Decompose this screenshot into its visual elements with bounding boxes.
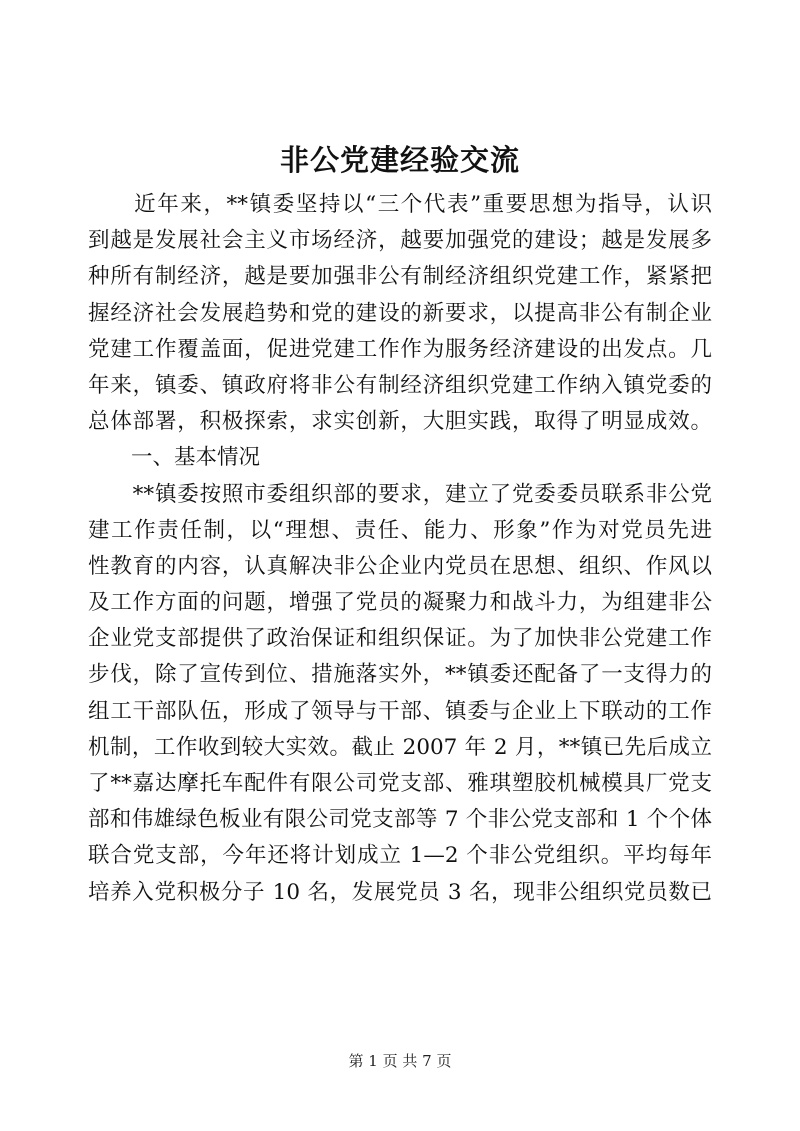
body-line: 了**嘉达摩托车配件有限公司党支部、雅琪塑胶机械模具厂党支 [88, 771, 712, 796]
body-line: 党建工作覆盖面，促进党建工作作为服务经济建设的出发点。几 [88, 336, 712, 362]
body-line: 步伐，除了宣传到位、措施落实外，**镇委还配备了一支得力的 [88, 662, 712, 688]
page-number-footer: 第 1 页 共 7 页 [348, 1052, 452, 1070]
body-line: 总体部署，积极探索，求实创新，大胆实践，取得了明显成效。 [88, 409, 712, 435]
body-line: 企业党支部提供了政治保证和组织保证。为了加快非公党建工作 [88, 626, 712, 652]
body-line: 年来，镇委、镇政府将非公有制经济组织党建工作纳入镇党委的 [88, 372, 712, 398]
body-line: 培养入党积极分子 10 名，发展党员 3 名，现非公组织党员数已 [88, 879, 712, 905]
body-line: 近年来，**镇委坚持以“三个代表”重要思想为指导，认识 [88, 192, 712, 217]
body-line: 部和伟雄绿色板业有限公司党支部等 7 个非公党支部和 1 个个体 [88, 807, 712, 833]
body-line: 建工作责任制，以“理想、责任、能力、形象”作为对党员先进 [88, 517, 712, 543]
body-line: 性教育的内容，认真解决非公企业内党员在思想、组织、作风以 [88, 553, 712, 579]
body-line: 组工干部队伍，形成了领导与干部、镇委与企业上下联动的工作 [88, 698, 712, 724]
body-line: 到越是发展社会主义市场经济，越要加强党的建设；越是发展多 [88, 228, 712, 254]
document-body [88, 187, 712, 911]
body-line: 及工作方面的问题，增强了党员的凝聚力和战斗力，为组建非公 [88, 590, 712, 616]
body-line: **镇委按照市委组织部的要求，建立了党委委员联系非公党 [88, 481, 712, 507]
body-line: 机制，工作收到较大实效。截止 2007 年 2 月，**镇已先后成立 [88, 734, 712, 760]
body-line: 握经济社会发展趋势和党的建设的新要求，以提高非公有制企业 [88, 300, 712, 326]
section-heading: 一、基本情况 [88, 445, 261, 471]
body-line: 种所有制经济，越是要加强非公有制经济组织党建工作，紧紧把 [88, 264, 712, 290]
body-line: 联合党支部，今年还将计划成立 1—2 个非公党组织。平均每年 [88, 843, 712, 869]
document-title: 非公党建经验交流 [279, 143, 520, 177]
